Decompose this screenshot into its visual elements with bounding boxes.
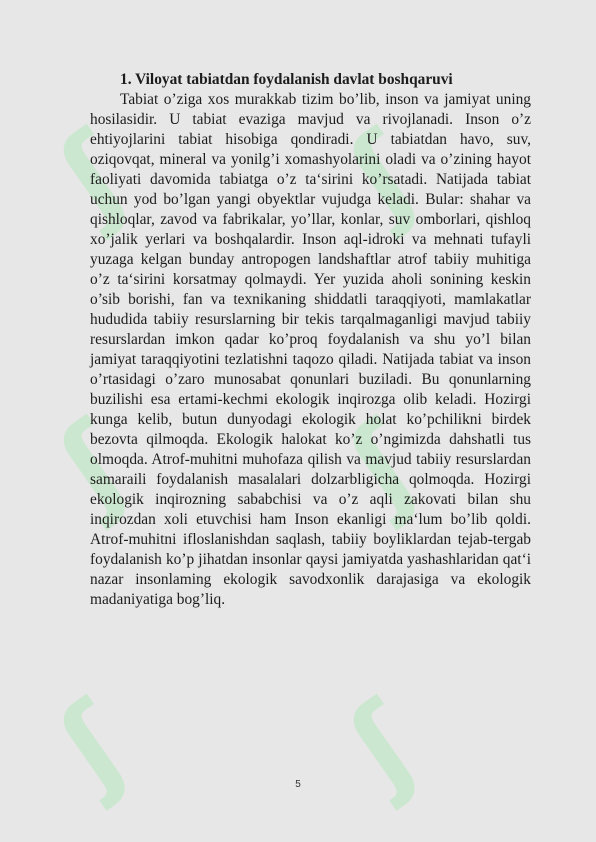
document-content [90, 70, 531, 610]
watermark-logo: ʃ [327, 399, 439, 531]
body-paragraph: Tabiat o’ziga xos murakkab tizim bo’lib, inson va jamiyat uning hosilasidir. U tabiat evaziga mavjud va rivojlanadi. Inson o’z ehtiyojlarini tabiat hisobiga qondiradi. U tabiatdan havo, suv, oziqovqat, mineral va yonilg’i xomashyolarini oladi va o’zining hayot faoliyati davomida tabiatga o’z ta‘sirini ko’rsatadi. Natijada tabiat uchun yod bo’lgan yangi obyektlar vujudga keladi. Bular: shahar va qishloqlar, zavod va fabrikalar, yo’llar, konlar, suv omborlari, qishloq xo’jalik yerlari va boshqalardir. Inson aql-idroki va mehnati tufayli yuzaga kelgan bunday antropogen landshaftlar atrof tabiiy muhitiga o’z ta‘sirini korsatmay qolmaydi. Yer yuzida aholi sonining keskin o’sib borishi, fan va texnikaning shiddatli taraqqiyoti, mamlakatlar hududida tabiiy resurslarning bir tekis tarqalmaganligi mavjud tabiiy resurslardan imkon qadar ko’proq foydalanish va shu yo’l bilan jamiyat taraqqiyotini tezlatishni taqozo qiladi. Natijada tabiat va inson o’rtasidagi o’zaro munosabat qonunlari buziladi. Bu qonunlarning buzilishi esa ertami-kechmi ekologik inqirozga olib keladi. Hozirgi kunga kelib, butun dunyodagi ekologik holat ko’pchilikni birdek bezovta qilmoqda. Ekologik halokat ko’z o’ngimizda dahshatli tus olmoqda. Atrof-muhitni muhofaza qilish va mavjud tabiiy resurslardan samaraili foydalanish masalalari dolzarbligicha qolmoqda. Hozirgi ekologik inqirozning sababchisi va o’z aqli zakovati bilan shu inqirozdan xoli etuvchisi ham Inson ekanligi ma‘lum bo’lib qoldi. Atrof-muhitni ifloslanishdan saqlash, tabiiy boyliklardan tejab-tergab foydalanish ko’p jihatdan insonlar qaysi jamiyatda yashashlaridan qat‘i nazar insonlaming ekologik savodxonlik darajasiga va ekologik madaniyatiga bog’liq. [90, 91, 531, 608]
watermark-logo: ʃ [327, 109, 439, 241]
page-number: 5 [295, 779, 301, 790]
watermark-logo: ʃ [37, 679, 149, 811]
watermark-logo: ʃ [37, 399, 149, 531]
section-heading: 1. Viloyat tabiatdan foydalanish davlat boshqaruvi [120, 71, 453, 88]
watermark-logo: ʃ [327, 679, 439, 811]
watermark-logo: ʃ [37, 109, 149, 241]
